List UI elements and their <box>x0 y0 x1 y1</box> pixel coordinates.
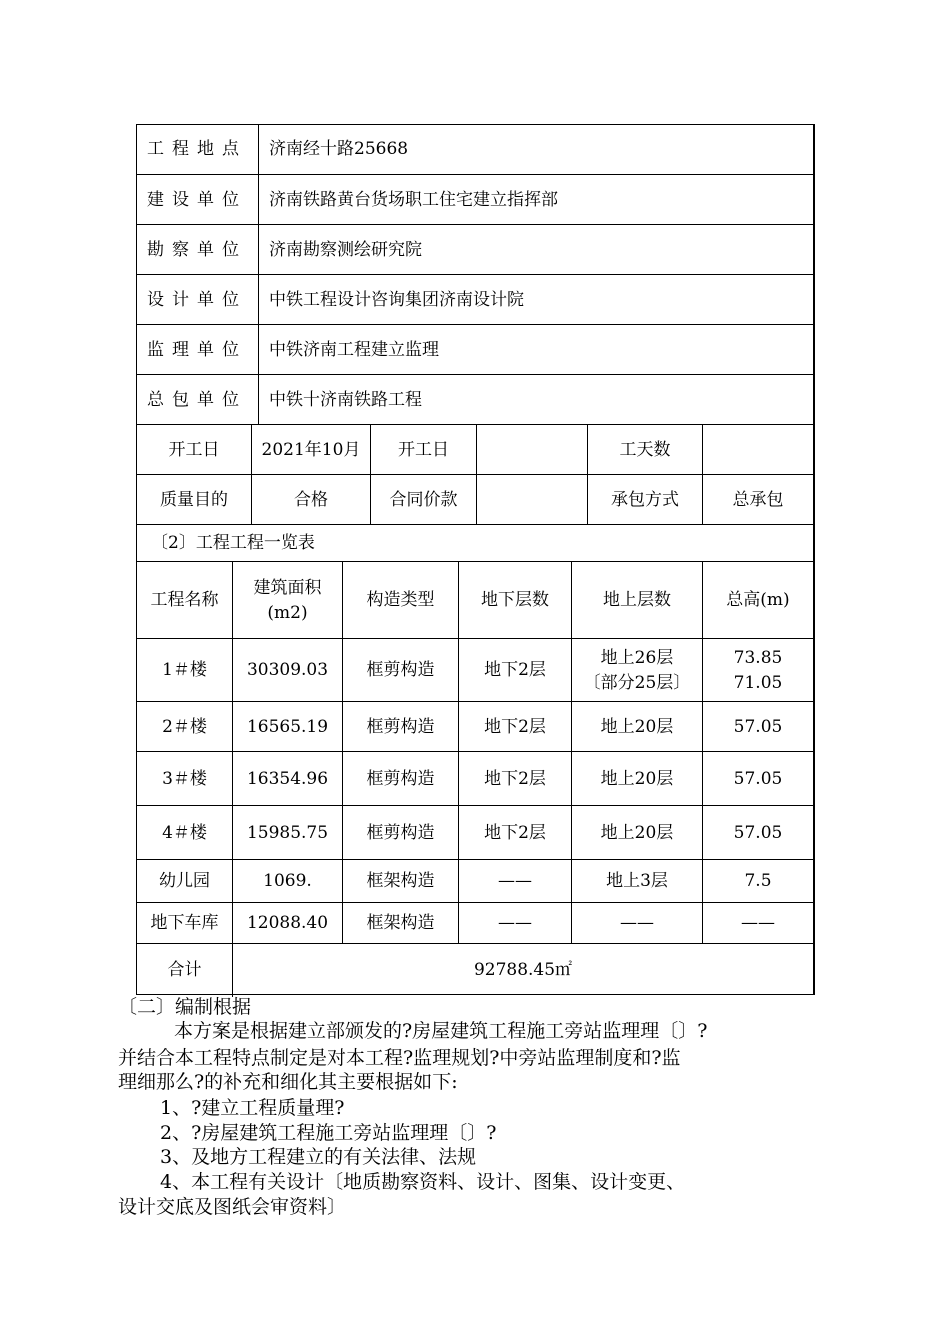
table-cell: 16565.19 <box>232 702 342 752</box>
contract-price-label: 合同价款 <box>370 475 476 525</box>
info-value: 济南铁路黄台货场职工住宅建立指挥部 <box>258 175 813 225</box>
start-date-label-2: 开工日 <box>370 425 476 475</box>
table-row <box>137 859 813 903</box>
info-value: 中铁十济南铁路工程 <box>258 375 813 425</box>
table-row <box>137 902 813 944</box>
info-label: 工程地点 <box>147 139 247 159</box>
table-cell: 2＃楼 <box>162 716 207 737</box>
table-row <box>137 751 813 806</box>
total-value: 92788.45㎡ <box>232 944 813 997</box>
table-cell: 4＃楼 <box>162 822 207 843</box>
info-row-general-contractor <box>137 374 813 425</box>
table-cell: —— <box>571 903 702 944</box>
table-cell: 1069. <box>232 860 342 903</box>
info-row-construction-unit <box>137 174 813 225</box>
table-cell: 框架构造 <box>342 903 458 944</box>
overview-title-row <box>137 524 813 562</box>
table-row <box>137 638 813 702</box>
list-item-continuation: 设计交底及图纸会审资料〕 <box>118 1196 347 1218</box>
info-value: 济南勘察测绘研究院 <box>258 225 813 275</box>
table-cell: 1＃楼 <box>162 660 207 680</box>
total-row <box>137 943 813 997</box>
info-label: 监理单位 <box>147 339 247 360</box>
info-value: 中铁工程设计咨询集团济南设计院 <box>258 275 813 325</box>
info-label: 勘察单位 <box>147 239 247 260</box>
info-row-survey-unit <box>137 224 813 275</box>
table-cell: 地上3层 <box>571 860 702 903</box>
table-cell: 7.5 <box>702 860 813 903</box>
table-row <box>137 701 813 752</box>
quality-value: 合格 <box>251 475 370 525</box>
schedule-row-quality <box>137 474 813 525</box>
table-cell: 框剪构造 <box>342 806 458 860</box>
table-cell: 57.05 <box>702 702 813 752</box>
table-cell: 框架构造 <box>342 860 458 903</box>
work-days-label: 工天数 <box>587 425 702 475</box>
project-info-table <box>136 124 815 995</box>
table-cell: 16354.96 <box>232 752 342 806</box>
table-cell: 幼儿园 <box>159 871 210 891</box>
info-row-location <box>137 125 813 174</box>
contract-price-value <box>476 475 587 525</box>
table-cell: 地上20层 <box>571 752 702 806</box>
header-cell: 总高(m) <box>702 562 813 639</box>
paragraph-line: 理细那么?的补充和细化其主要根据如下: <box>118 1071 458 1093</box>
paragraph-line: 本方案是根据建立部颁发的?房屋建筑工程施工旁站监理理〔〕? <box>174 1020 708 1042</box>
table-cell: 地下车库 <box>150 913 219 933</box>
table-cell: 框剪构造 <box>342 752 458 806</box>
info-label: 总包单位 <box>147 389 247 410</box>
list-item: 3、及地方工程建立的有关法律、法规 <box>160 1146 477 1168</box>
total-label: 合计 <box>167 960 202 980</box>
table-cell: —— <box>702 903 813 944</box>
table-cell: 地下2层 <box>458 639 571 702</box>
header-cell: 工程名称 <box>150 590 219 610</box>
table-cell: 57.05 <box>702 806 813 860</box>
table-cell: 地下2层 <box>458 752 571 806</box>
contract-mode-label: 承包方式 <box>587 475 702 525</box>
info-label: 建设单位 <box>147 189 247 210</box>
start-date-value: 2021年10月 <box>251 425 370 475</box>
paragraph-line: 并结合本工程特点制定是对本工程?监理规划?中旁站监理制度和?监 <box>118 1047 681 1069</box>
overview-header-row <box>137 561 813 639</box>
overview-title: 〔2〕工程工程一览表 <box>151 533 315 553</box>
contract-mode-value: 总承包 <box>702 475 813 525</box>
table-cell: 地上20层 <box>571 702 702 752</box>
header-cell: 地上层数 <box>571 562 702 639</box>
table-cell: 12088.40 <box>232 903 342 944</box>
table-cell: 73.85 71.05 <box>702 639 813 702</box>
table-cell: —— <box>458 903 571 944</box>
info-value: 济南经十路25668 <box>258 125 813 174</box>
list-item: 2、?房屋建筑工程施工旁站监理理〔〕? <box>160 1122 497 1144</box>
header-cell: 地下层数 <box>458 562 571 639</box>
list-item: 4、本工程有关设计〔地质勘察资料、设计、图集、设计变更、 <box>160 1171 686 1193</box>
table-cell: 地上20层 <box>571 806 702 860</box>
section-heading: 〔二〕编制根据 <box>118 996 252 1018</box>
table-cell: 15985.75 <box>232 806 342 860</box>
schedule-row-start <box>137 424 813 475</box>
table-cell: 57.05 <box>702 752 813 806</box>
header-cell: 构造类型 <box>342 562 458 639</box>
table-cell: 3＃楼 <box>162 768 207 789</box>
table-row <box>137 805 813 860</box>
work-days-value <box>702 425 813 475</box>
info-row-supervision-unit <box>137 324 813 375</box>
quality-label: 质量目的 <box>160 489 228 510</box>
header-cell: 建筑面积 (m2) <box>232 562 342 639</box>
list-item: 1、?建立工程质量理? <box>160 1097 345 1119</box>
info-row-design-unit <box>137 274 813 325</box>
table-cell: 框剪构造 <box>342 702 458 752</box>
start-date-value-2 <box>476 425 587 475</box>
start-date-label: 开工日 <box>168 439 220 460</box>
info-value: 中铁济南工程建立监理 <box>258 325 813 375</box>
table-cell: 地上26层 〔部分25层〕 <box>571 639 702 702</box>
info-label: 设计单位 <box>147 289 247 310</box>
table-cell: 框剪构造 <box>342 639 458 702</box>
table-cell: 地下2层 <box>458 806 571 860</box>
table-cell: 地下2层 <box>458 702 571 752</box>
table-cell: —— <box>458 860 571 903</box>
table-cell: 30309.03 <box>232 639 342 702</box>
